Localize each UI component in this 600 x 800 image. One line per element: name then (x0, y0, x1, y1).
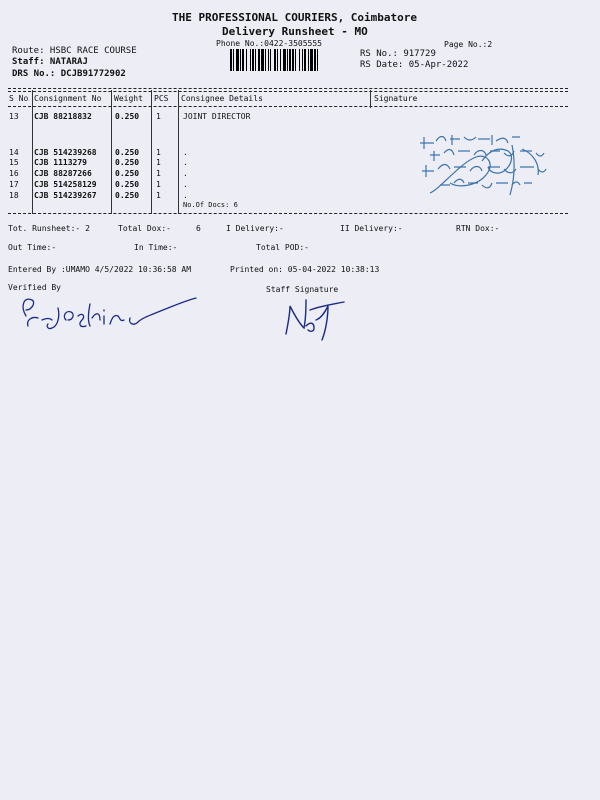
header-sno: S No (9, 94, 29, 103)
row-pcs: 1 (156, 180, 161, 189)
staff-signature (276, 290, 356, 348)
row-pcs: 1 (156, 191, 161, 200)
row-pcs: 1 (156, 112, 161, 121)
verifier-signature (12, 286, 202, 336)
row-weight: 0.250 (115, 169, 140, 178)
header-weight: Weight (114, 94, 143, 103)
page-number: Page No.:2 (444, 40, 493, 49)
entered-by: Entered By :UMAMO 4/5/2022 10:36:58 AM (8, 265, 192, 274)
row-sno: 16 (9, 169, 19, 178)
row-consignment: CJB 88218832 (34, 112, 92, 121)
header-signature: Signature (374, 94, 418, 103)
printed-on: Printed on: 05-04-2022 10:38:13 (230, 265, 380, 274)
phone-number: Phone No.:0422-3505555 (216, 39, 322, 48)
staff-name: Staff: NATARAJ (12, 57, 88, 67)
out-time: Out Time:- (8, 243, 57, 252)
table-top-rule (8, 88, 568, 89)
drs-number: DRS No.: DCJB91772902 (12, 69, 126, 79)
header-consignment: Consignment No (34, 94, 102, 103)
col-divider (32, 90, 33, 214)
row-sno: 18 (9, 191, 19, 200)
row-weight: 0.250 (115, 112, 140, 121)
row-weight: 0.250 (115, 158, 140, 167)
row-consignment: CJB 514239268 (34, 148, 97, 157)
row-consignment: CJB 514239267 (34, 191, 97, 200)
col-divider (111, 90, 112, 214)
tot-runsheet: Tot. Runsheet:- 2 (8, 224, 90, 233)
row-consignee: . (183, 158, 188, 167)
row-consignment: CJB 514258129 (34, 180, 97, 189)
row-weight: 0.250 (115, 148, 140, 157)
barcode (230, 49, 356, 71)
row-weight: 0.250 (115, 191, 140, 200)
row-pcs: 1 (156, 169, 161, 178)
total-dox-label: Total Dox:- (118, 224, 171, 233)
col-divider (370, 90, 371, 108)
header-bottom-rule (8, 106, 568, 107)
total-pod: Total POD:- (256, 243, 309, 252)
row-sno: 13 (9, 112, 19, 121)
row-consignment: CJB 1113279 (34, 158, 87, 167)
row-sno: 15 (9, 158, 19, 167)
in-time: In Time:- (134, 243, 178, 252)
row-sno: 14 (9, 148, 19, 157)
row-sno: 17 (9, 180, 19, 189)
staff-signature-label: Staff Signature (266, 285, 339, 294)
row-consignment: CJB 88287266 (34, 169, 92, 178)
total-dox-value: 6 (196, 224, 201, 233)
row-pcs: 1 (156, 158, 161, 167)
docs-count: No.Of Docs: 6 (183, 201, 238, 209)
row-consignee: . (183, 180, 188, 189)
rs-date: RS Date: 05-Apr-2022 (360, 60, 469, 70)
company-name: THE PROFESSIONAL COURIERS, Coimbatore (172, 11, 418, 24)
i-delivery: I Delivery:- (226, 224, 284, 233)
row-consignee: . (183, 148, 188, 157)
header-consignee: Consignee Details (181, 94, 263, 103)
header-pcs: PCS (154, 94, 169, 103)
col-divider (178, 90, 179, 214)
rtn-dox: RTN Dox:- (456, 224, 500, 233)
row-consignee: JOINT DIRECTOR (183, 112, 251, 121)
sheet-title: Delivery Runsheet - MO (222, 25, 368, 38)
row-consignee: . (183, 191, 188, 200)
verified-by-label: Verified By (8, 283, 61, 292)
row-consignee: . (183, 169, 188, 178)
ii-delivery: II Delivery:- (340, 224, 403, 233)
delivery-stamp (412, 115, 562, 215)
table-top-rule-2 (8, 91, 568, 92)
row-weight: 0.250 (115, 180, 140, 189)
col-divider (151, 90, 152, 214)
rs-number: RS No.: 917729 (360, 49, 436, 59)
row-pcs: 1 (156, 148, 161, 157)
route: Route: HSBC RACE COURSE (12, 46, 137, 56)
